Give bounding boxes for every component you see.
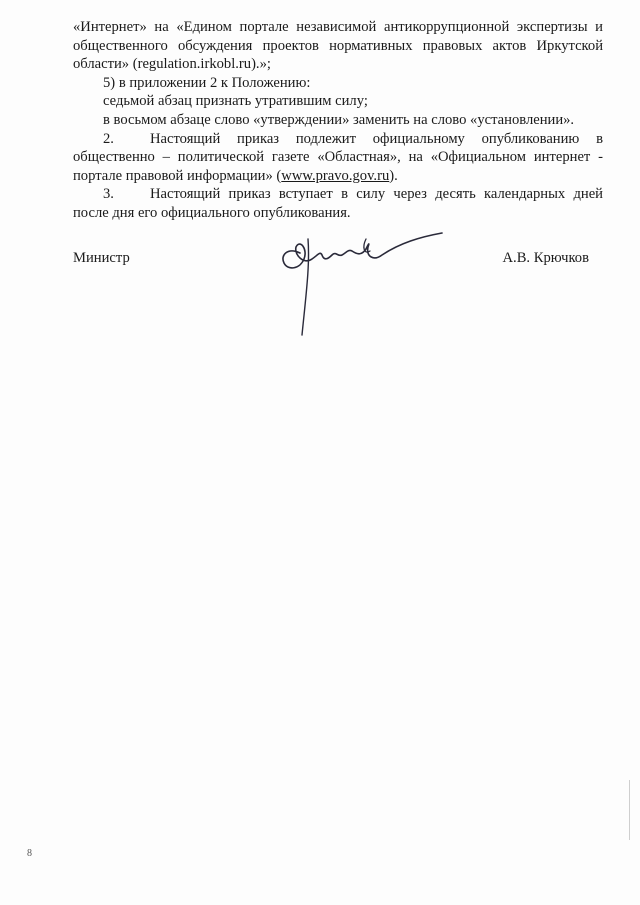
list-item-5 xyxy=(73,74,603,93)
list-item-2 xyxy=(73,130,603,186)
handwritten-signature xyxy=(270,225,470,345)
paragraph-continuation: «Интернет» на «Едином портале независимой антикоррупционной экспертизы и общественного обсуждения проектов нормативных правовых актов Иркутской области» (regulation.irkobl.ru).»; xyxy=(73,19,603,73)
scan-artifact xyxy=(629,780,630,840)
item-2-text-after: ). xyxy=(389,167,398,184)
item-2-text-before: Настоящий приказ подлежит официальному опубликованию в общественно – политической газете «Областная», на «Официальном интернет - портале правовой информации» ( xyxy=(73,130,603,184)
item-3-text: Настоящий приказ вступает в силу через десять календарных дней после дня его официального опубликования. xyxy=(73,186,603,221)
pravo-link[interactable]: www.pravo.gov.ru xyxy=(281,167,390,184)
item-5-text: в приложении 2 к Положению: xyxy=(118,74,311,91)
document-body xyxy=(73,18,603,223)
paragraph-eighth-abzac: в восьмом абзаце слово «утверждении» заменить на слово «установлении». xyxy=(103,111,575,128)
item-2-number: 2. xyxy=(103,130,114,147)
list-item-3 xyxy=(73,185,603,222)
paragraph-seventh-abzac: седьмой абзац признать утратившим силу; xyxy=(103,93,368,110)
signer-role: Министр xyxy=(73,250,130,266)
signature-row xyxy=(73,250,603,272)
item-5-label: 5) xyxy=(103,74,116,91)
margin-mark: 8 xyxy=(27,848,32,859)
signer-name: А.В. Крючков xyxy=(502,250,589,266)
item-3-number: 3. xyxy=(103,186,114,203)
